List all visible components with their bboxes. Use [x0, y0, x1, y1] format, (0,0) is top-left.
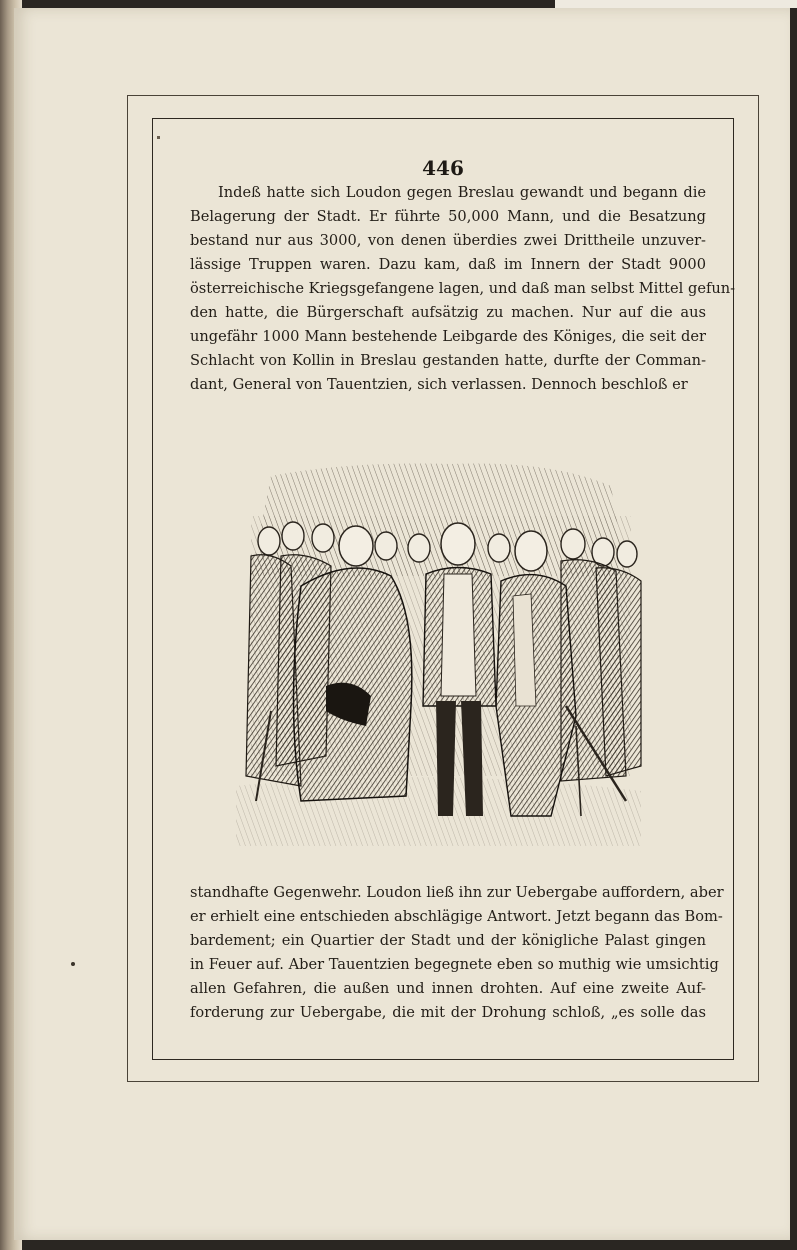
engraving-illustration: [231, 456, 653, 846]
text-line: Belagerung der Stadt. Er führte 50,000 Mann, und die Besatzung: [190, 208, 706, 225]
text-line: dant, General von Tauentzien, sich verlassen. Dennoch beschloß er: [190, 376, 688, 393]
engraving-officers-image: [231, 456, 653, 846]
adjacent-page-strip: [555, 0, 797, 8]
stray-ink-dot: [71, 962, 75, 966]
text-line: bestand nur aus 3000, von denen überdies zwei Drittheile unzuver-: [190, 232, 706, 249]
text-line: standhafte Gegenwehr. Loudon ließ ihn zur Uebergabe auffordern, aber: [190, 884, 724, 901]
text-line: in Feuer auf. Aber Tauentzien begegnete eben so muthig wie umsichtig: [190, 956, 719, 973]
text-line: bardement; ein Quartier der Stadt und der königliche Palast gingen: [190, 932, 706, 949]
page-number: 446: [422, 156, 464, 180]
text-line: Indeß hatte sich Loudon gegen Breslau gewandt und begann die: [218, 184, 706, 201]
text-line: forderung zur Uebergabe, die mit der Drohung schloß, „es solle das: [190, 1004, 706, 1021]
text-line: lässige Truppen waren. Dazu kam, daß im Innern der Stadt 9000: [190, 256, 706, 273]
paragraph-top: [190, 181, 736, 397]
inner-border: [152, 118, 734, 1060]
paragraph-bottom: [190, 881, 724, 1025]
text-line: österreichische Kriegsgefangene lagen, und daß man selbst Mittel gefun-: [190, 280, 736, 297]
text-line: Schlacht von Kollin in Breslau gestanden hatte, durfte der Comman-: [190, 352, 706, 369]
book-page: [14, 8, 790, 1240]
text-line: ungefähr 1000 Mann bestehende Leibgarde des Königes, die seit der: [190, 328, 706, 345]
text-line: er erhielt eine entschieden abschlägige Antwort. Jetzt begann das Bom-: [190, 908, 723, 925]
text-line: den hatte, die Bürgerschaft aufsätzig zu machen. Nur auf die aus: [190, 304, 706, 321]
corner-dot: [157, 136, 160, 139]
text-line: allen Gefahren, die außen und innen drohten. Auf eine zweite Auf-: [190, 980, 706, 997]
